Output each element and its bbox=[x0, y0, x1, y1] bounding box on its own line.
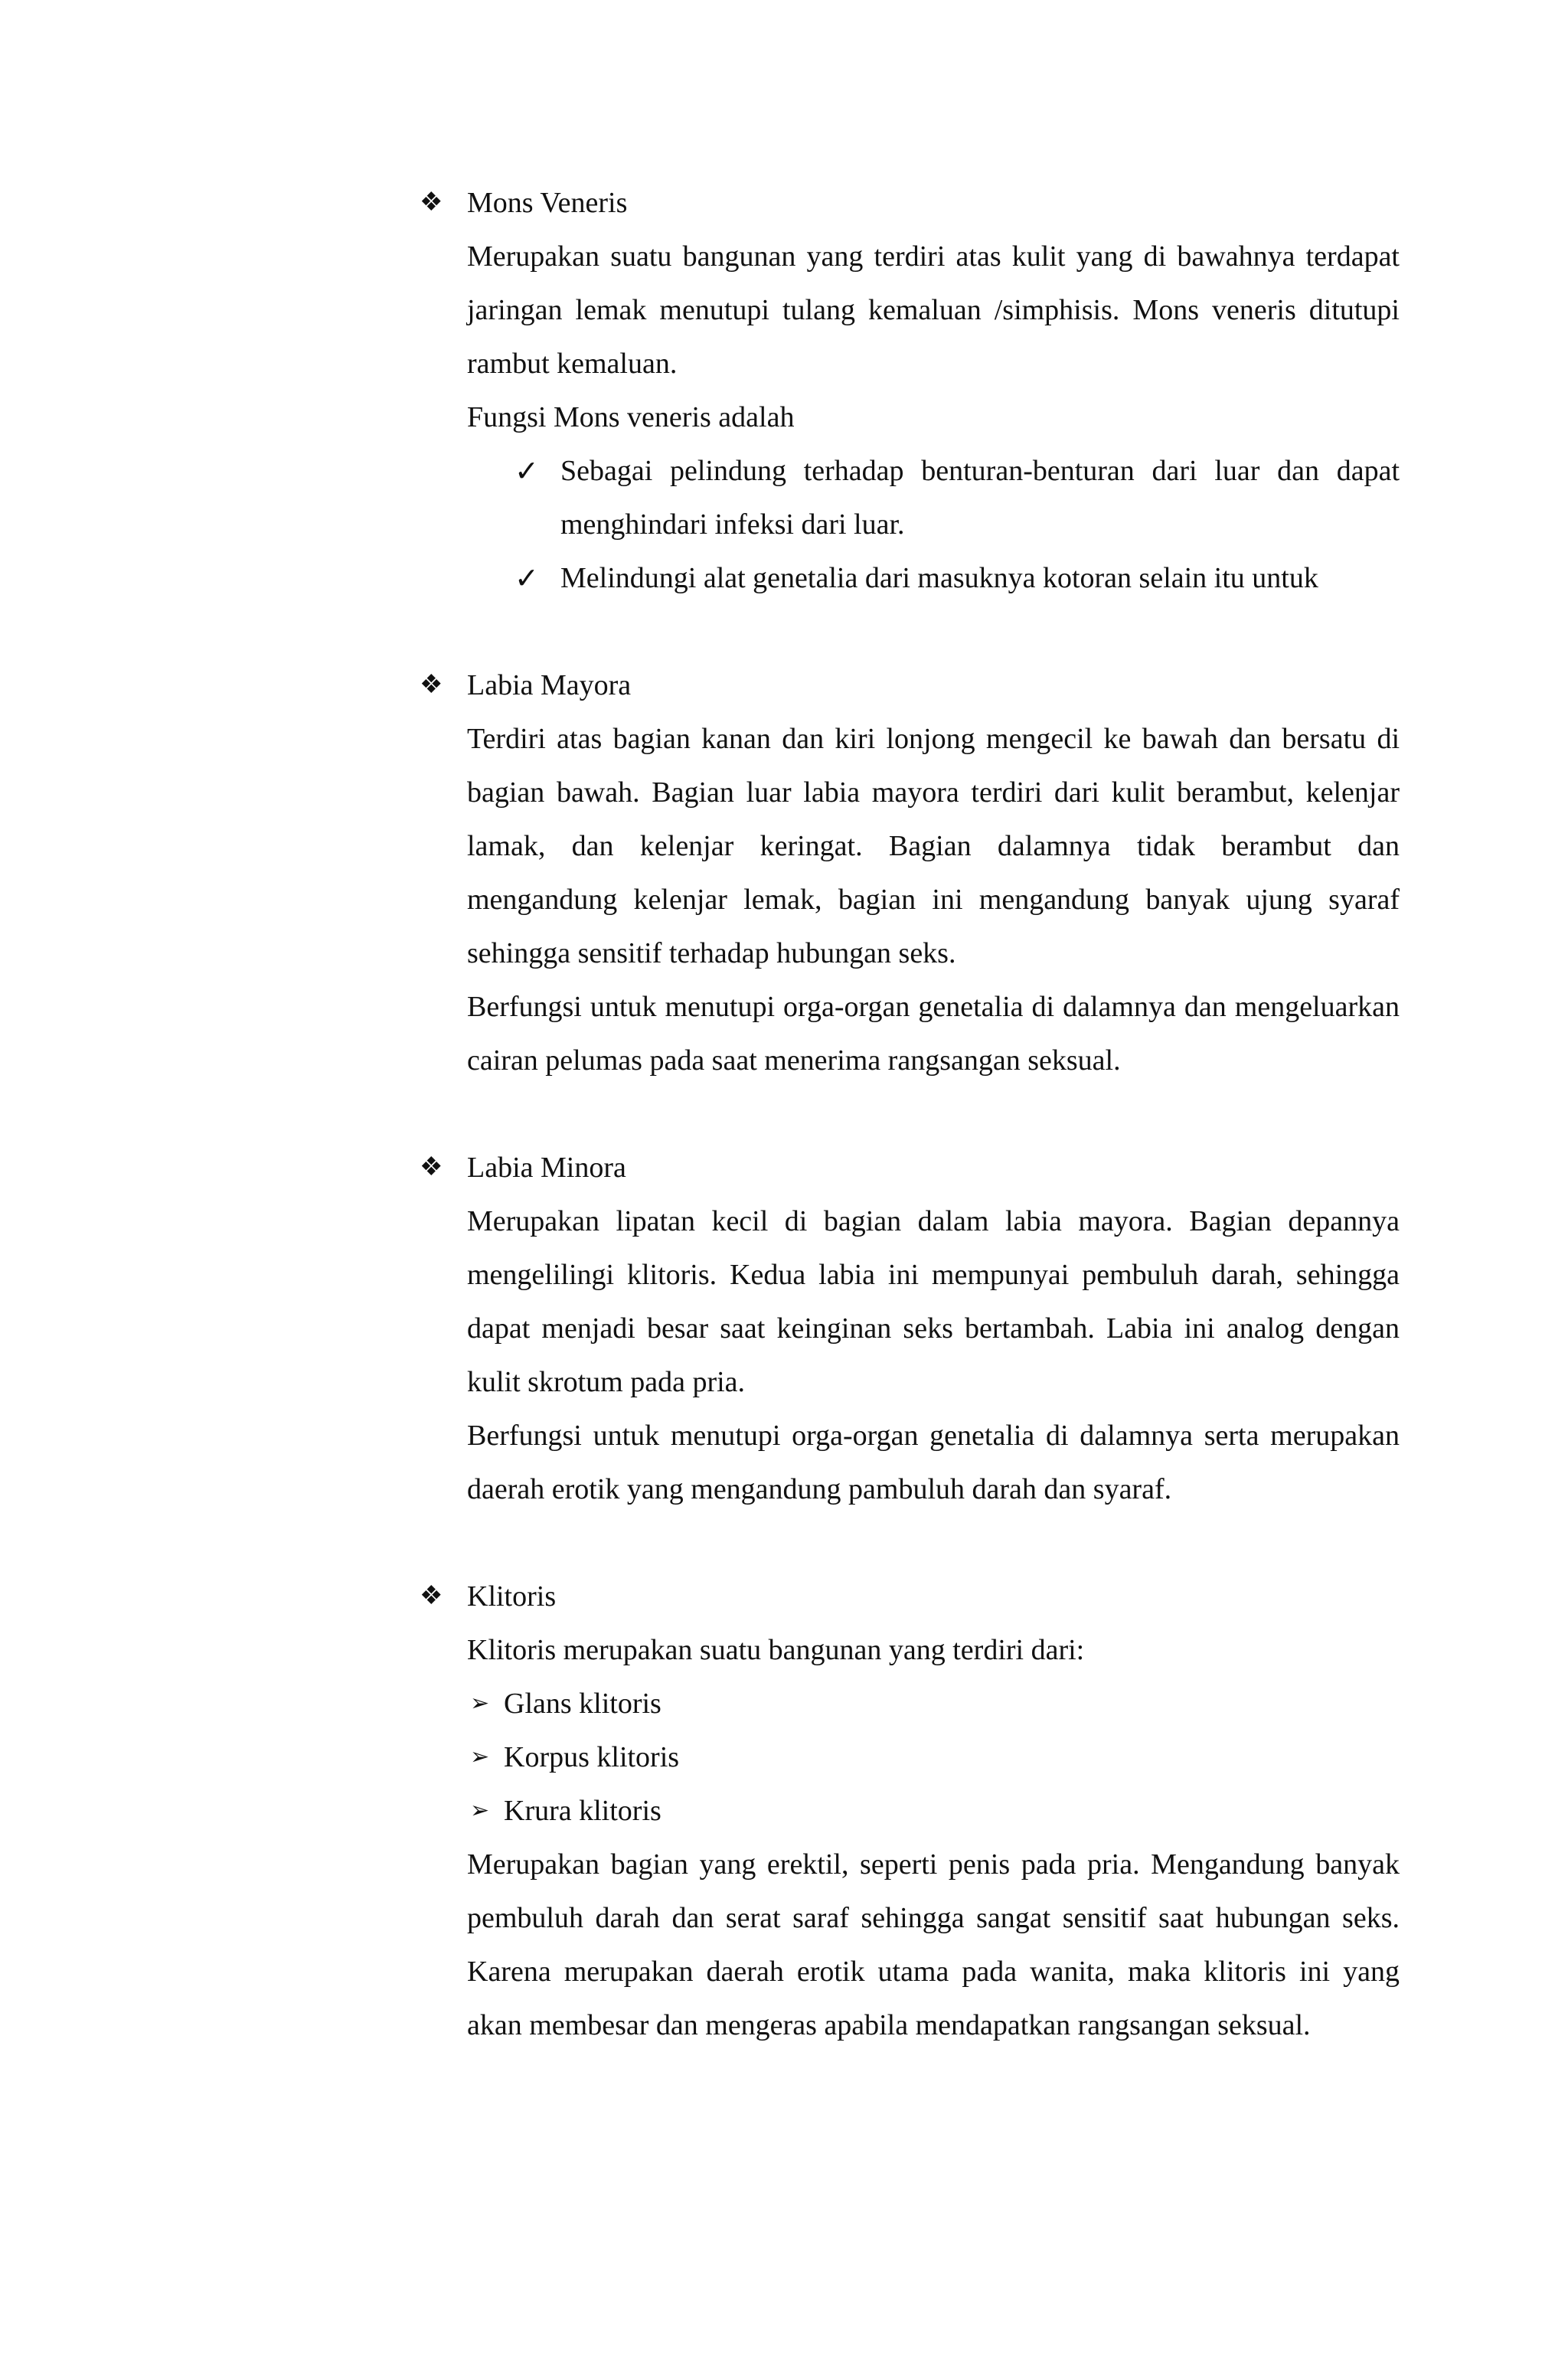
section-heading bbox=[420, 1570, 1400, 1623]
function-intro: Fungsi Mons veneris adalah bbox=[467, 401, 795, 433]
section-heading bbox=[420, 176, 1400, 230]
list-item-text: Glans klitoris bbox=[504, 1688, 662, 1720]
section-labia-mayora bbox=[420, 658, 1400, 1087]
list-item-text: Sebagai pelindung terhadap benturan-benturan dari luar dan dapat menghindari infeksi dari luar. bbox=[560, 455, 1400, 541]
diamond-bullet-icon: ❖ bbox=[420, 1582, 443, 1610]
checkmark-icon: ✓ bbox=[514, 561, 539, 595]
section-labia-minora bbox=[420, 1141, 1400, 1516]
list-item bbox=[470, 1677, 1400, 1730]
section-description: Merupakan lipatan kecil di bagian dalam labia mayora. Bagian depannya mengelilingi klitoris. Kedua labia ini mempunyai pembuluh darah, sehingga dapat menjadi besar saat keinginan seks bertambah. Labia ini analog dengan kulit skrotum pada pria. bbox=[467, 1205, 1400, 1398]
section-title: Klitoris bbox=[467, 1580, 557, 1613]
parts-list bbox=[420, 1677, 1400, 1838]
arrow-bullet-icon: ➢ bbox=[470, 1797, 490, 1824]
list-item bbox=[514, 551, 1400, 605]
section-function: Berfungsi untuk menutupi orga-organ genetalia di dalamnya serta merupakan daerah erotik yang mengandung pambuluh darah dan syaraf. bbox=[467, 1420, 1400, 1505]
list-item bbox=[470, 1784, 1400, 1838]
section-heading bbox=[420, 1141, 1400, 1194]
diamond-bullet-icon: ❖ bbox=[420, 671, 443, 699]
list-item-text: Melindungi alat genetalia dari masuknya kotoran selain itu untuk bbox=[560, 562, 1318, 594]
list-item-text: Krura klitoris bbox=[504, 1795, 662, 1827]
section-title: Labia Minora bbox=[467, 1152, 626, 1184]
list-item-text: Korpus klitoris bbox=[504, 1741, 680, 1773]
section-description: Terdiri atas bagian kanan dan kiri lonjong mengecil ke bawah dan bersatu di bagian bawah. Bagian luar labia mayora terdiri dari kulit berambut, kelenjar lamak, dan kelenjar keringat. Bagian dalamnya tidak berambut dan mengandung kelenjar lemak, bagian ini mengandung banyak ujung syaraf sehingga sensitif terhadap hubungan seks. bbox=[467, 723, 1400, 969]
section-title: Labia Mayora bbox=[467, 669, 632, 701]
section-description: Merupakan bagian yang erektil, seperti penis pada pria. Mengandung banyak pembuluh darah dan serat saraf sehingga sangat sensitif saat hubungan seks. Karena merupakan daerah erotik utama pada wanita, maka klitoris ini yang akan membesar dan mengeras apabila mendapatkan rangsangan seksual. bbox=[467, 1848, 1400, 2041]
section-intro: Klitoris merupakan suatu bangunan yang terdiri dari: bbox=[467, 1634, 1085, 1666]
arrow-bullet-icon: ➢ bbox=[470, 1743, 490, 1770]
section-klitoris bbox=[420, 1570, 1400, 2052]
list-item bbox=[470, 1730, 1400, 1784]
section-title: Mons Veneris bbox=[467, 187, 628, 219]
diamond-bullet-icon: ❖ bbox=[420, 188, 443, 217]
section-description: Merupakan suatu bangunan yang terdiri atas kulit yang di bawahnya terdapat jaringan lemak menutupi tulang kemaluan /simphisis. Mons veneris ditutupi rambut kemaluan. bbox=[467, 240, 1400, 380]
list-item bbox=[514, 444, 1400, 551]
checkmark-icon: ✓ bbox=[514, 454, 539, 488]
section-heading bbox=[420, 658, 1400, 712]
section-function: Berfungsi untuk menutupi orga-organ genetalia di dalamnya dan mengeluarkan cairan pelumas pada saat menerima rangsangan seksual. bbox=[467, 991, 1400, 1077]
arrow-bullet-icon: ➢ bbox=[470, 1690, 490, 1717]
function-list bbox=[420, 444, 1400, 605]
section-mons-veneris bbox=[420, 176, 1400, 605]
diamond-bullet-icon: ❖ bbox=[420, 1153, 443, 1181]
